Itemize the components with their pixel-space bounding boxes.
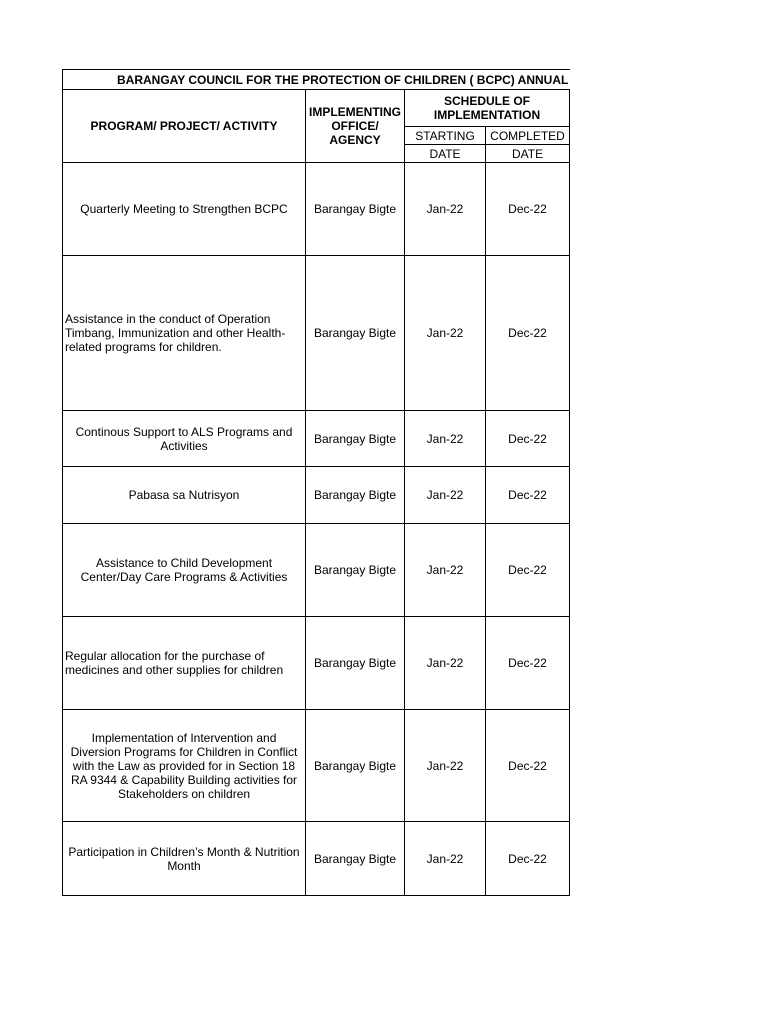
- office-cell: Barangay Bigte: [306, 822, 405, 896]
- table-row: [63, 467, 570, 524]
- title-row: [63, 70, 570, 90]
- program-cell: Regular allocation for the purchase of medicines and other supplies for children: [63, 617, 306, 710]
- end-date-cell: Dec-22: [486, 467, 570, 524]
- start-date-cell: Jan-22: [405, 617, 486, 710]
- completed-header: COMPLETED: [486, 127, 570, 145]
- end-date-cell: Dec-22: [486, 256, 570, 411]
- program-cell: Assistance to Child Development Center/Day Care Programs & Activities: [63, 524, 306, 617]
- office-header: IMPLEMENTING OFFICE/ AGENCY: [306, 90, 405, 163]
- program-header: PROGRAM/ PROJECT/ ACTIVITY: [63, 90, 306, 163]
- office-cell: Barangay Bigte: [306, 256, 405, 411]
- header-row: [63, 90, 570, 127]
- table-row: [63, 710, 570, 822]
- end-date-cell: Dec-22: [486, 822, 570, 896]
- program-cell: Pabasa sa Nutrisyon: [63, 467, 306, 524]
- program-cell: Continous Support to ALS Programs and Activities: [63, 411, 306, 467]
- program-cell: Implementation of Intervention and Diversion Programs for Children in Conflict with the Law as provided for in Section 18 RA 9344 & Capability Building activities for Stakeholders on children: [63, 710, 306, 822]
- office-cell: Barangay Bigte: [306, 710, 405, 822]
- table-row: [63, 617, 570, 710]
- start-date-cell: Jan-22: [405, 524, 486, 617]
- office-cell: Barangay Bigte: [306, 524, 405, 617]
- end-date-cell: Dec-22: [486, 710, 570, 822]
- program-cell: Participation in Children’s Month & Nutrition Month: [63, 822, 306, 896]
- end-date-cell: Dec-22: [486, 163, 570, 256]
- office-cell: Barangay Bigte: [306, 617, 405, 710]
- office-cell: Barangay Bigte: [306, 467, 405, 524]
- program-cell: Assistance in the conduct of Operation Timbang, Immunization and other Health-related programs for children.: [63, 256, 306, 411]
- program-cell: Quarterly Meeting to Strengthen BCPC: [63, 163, 306, 256]
- start-date-cell: Jan-22: [405, 467, 486, 524]
- start-date-cell: Jan-22: [405, 163, 486, 256]
- office-cell: Barangay Bigte: [306, 411, 405, 467]
- schedule-header: SCHEDULE OF IMPLEMENTATION: [405, 90, 570, 127]
- table-row: [63, 256, 570, 411]
- table-row: [63, 822, 570, 896]
- end-date-cell: Dec-22: [486, 617, 570, 710]
- completed-date-header: DATE: [486, 145, 570, 163]
- table-row: [63, 524, 570, 617]
- start-date-cell: Jan-22: [405, 256, 486, 411]
- end-date-cell: Dec-22: [486, 524, 570, 617]
- starting-header: STARTING: [405, 127, 486, 145]
- table-title: BARANGAY COUNCIL FOR THE PROTECTION OF CHILDREN ( BCPC) ANNUAL: [63, 70, 570, 90]
- spreadsheet: [62, 69, 569, 896]
- start-date-cell: Jan-22: [405, 710, 486, 822]
- end-date-cell: Dec-22: [486, 411, 570, 467]
- starting-date-header: DATE: [405, 145, 486, 163]
- start-date-cell: Jan-22: [405, 822, 486, 896]
- program-table: [62, 69, 570, 896]
- office-cell: Barangay Bigte: [306, 163, 405, 256]
- table-row: [63, 411, 570, 467]
- start-date-cell: Jan-22: [405, 411, 486, 467]
- table-row: [63, 163, 570, 256]
